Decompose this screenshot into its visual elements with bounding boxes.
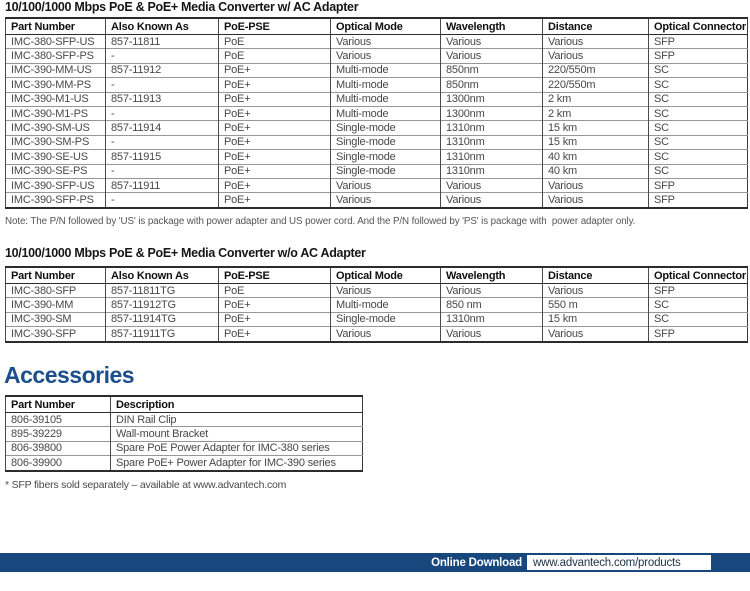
table-cell: 806-39105 — [6, 413, 111, 427]
table-cell: PoE+ — [219, 298, 331, 312]
table-cell: SFP — [649, 178, 748, 192]
column-header: Also Known As — [106, 267, 219, 284]
table-cell: Various — [543, 49, 649, 63]
table-row — [6, 78, 748, 92]
table-cell: - — [106, 78, 219, 92]
sfp-footnote: * SFP fibers sold separately – available at www.advantech.com — [5, 479, 287, 491]
table-cell: IMC-390-MM — [6, 298, 106, 312]
column-header: Distance — [543, 267, 649, 284]
table-cell: Various — [331, 327, 441, 342]
table-row — [6, 63, 748, 77]
table-cell: Various — [543, 284, 649, 298]
table-cell: - — [106, 164, 219, 178]
column-header: Optical Connector — [649, 267, 748, 284]
table-cell: 1310nm — [441, 164, 543, 178]
table-row — [6, 427, 363, 441]
table-cell: Multi-mode — [331, 298, 441, 312]
column-header: Wavelength — [441, 18, 543, 35]
table-cell: 857-11811TG — [106, 284, 219, 298]
table-cell: PoE+ — [219, 193, 331, 208]
table-cell: 850nm — [441, 63, 543, 77]
table-cell: SC — [649, 92, 748, 106]
table-cell: PoE — [219, 35, 331, 49]
table-cell: 857-11911TG — [106, 327, 219, 342]
table-row — [6, 164, 748, 178]
table-cell: Single-mode — [331, 312, 441, 326]
table-row — [6, 441, 363, 455]
table-cell: PoE+ — [219, 121, 331, 135]
table-cell: IMC-390-M1-PS — [6, 106, 106, 120]
table-cell: 857-11912 — [106, 63, 219, 77]
table-cell: - — [106, 193, 219, 208]
table-cell: 40 km — [543, 164, 649, 178]
table-cell: 850 nm — [441, 298, 543, 312]
table-row — [6, 312, 748, 326]
table-cell: SC — [649, 312, 748, 326]
table-cell: Various — [331, 49, 441, 63]
table-cell: SFP — [649, 49, 748, 63]
converter-table-with-adapter — [5, 17, 748, 209]
table-row — [6, 284, 748, 298]
table-cell: Various — [441, 35, 543, 49]
column-header: Part Number — [6, 396, 111, 413]
table-cell: PoE+ — [219, 327, 331, 342]
table-cell: Various — [441, 284, 543, 298]
table-row — [6, 327, 748, 342]
table-cell: 1300nm — [441, 106, 543, 120]
table-row — [6, 121, 748, 135]
table-cell: Multi-mode — [331, 78, 441, 92]
section-title-with-adapter: 10/100/1000 Mbps PoE & PoE+ Media Converter w/ AC Adapter — [5, 0, 359, 14]
table-cell: SC — [649, 78, 748, 92]
table-note: Note: The P/N followed by 'US' is package with power adapter and US power cord. And the P/N followed by 'PS' is package with power adapter only. — [5, 216, 636, 227]
table-cell: IMC-390-MM-US — [6, 63, 106, 77]
table-cell: PoE — [219, 284, 331, 298]
column-header: Part Number — [6, 18, 106, 35]
online-download-bar — [0, 553, 750, 572]
table-cell: 857-11914 — [106, 121, 219, 135]
download-url-box — [527, 555, 711, 570]
table-cell: SC — [649, 63, 748, 77]
accessories-table — [5, 395, 363, 472]
table-cell: Various — [543, 35, 649, 49]
table-cell: PoE+ — [219, 78, 331, 92]
table-cell: 857-11912TG — [106, 298, 219, 312]
table-row — [6, 35, 748, 49]
table-cell: 806-39900 — [6, 456, 111, 471]
table-cell: 15 km — [543, 135, 649, 149]
column-header: Optical Connector — [649, 18, 748, 35]
table-cell: IMC-390-SFP — [6, 327, 106, 342]
table-cell: Various — [441, 178, 543, 192]
table-cell: Spare PoE+ Power Adapter for IMC-390 series — [111, 456, 363, 471]
table-cell: PoE+ — [219, 92, 331, 106]
table-cell: IMC-390-SM — [6, 312, 106, 326]
column-header: Distance — [543, 18, 649, 35]
table-cell: 2 km — [543, 92, 649, 106]
table-cell: IMC-390-M1-US — [6, 92, 106, 106]
column-header: PoE-PSE — [219, 267, 331, 284]
accessories-heading: Accessories — [4, 362, 135, 388]
table-cell: 857-11915 — [106, 150, 219, 164]
column-header: Also Known As — [106, 18, 219, 35]
table-cell: PoE+ — [219, 178, 331, 192]
table-cell: 1310nm — [441, 312, 543, 326]
table-cell: 1310nm — [441, 150, 543, 164]
table-cell: Various — [543, 327, 649, 342]
table-cell: Various — [543, 193, 649, 208]
table-cell: PoE+ — [219, 312, 331, 326]
table-cell: Various — [331, 284, 441, 298]
converter-table-without-adapter — [5, 266, 748, 343]
table-cell: Single-mode — [331, 135, 441, 149]
header-row — [6, 396, 363, 413]
table-cell: 2 km — [543, 106, 649, 120]
table-cell: Single-mode — [331, 164, 441, 178]
table-cell: IMC-390-SE-PS — [6, 164, 106, 178]
table-row — [6, 193, 748, 208]
table-cell: SC — [649, 106, 748, 120]
table-cell: SC — [649, 150, 748, 164]
table-row — [6, 92, 748, 106]
table-cell: Various — [331, 193, 441, 208]
table-cell: 15 km — [543, 312, 649, 326]
table-cell: Spare PoE Power Adapter for IMC-380 series — [111, 441, 363, 455]
table-cell: 1310nm — [441, 135, 543, 149]
table-cell: PoE — [219, 49, 331, 63]
table-cell: IMC-390-SFP-US — [6, 178, 106, 192]
download-url-link[interactable]: www.advantech.com/products — [533, 556, 681, 569]
header-row — [6, 267, 748, 284]
table-cell: 857-11911 — [106, 178, 219, 192]
table-row — [6, 49, 748, 63]
table-cell: Wall-mount Bracket — [111, 427, 363, 441]
header-row — [6, 18, 748, 35]
table-row — [6, 135, 748, 149]
table-cell: PoE+ — [219, 106, 331, 120]
table-cell: 220/550m — [543, 63, 649, 77]
table-cell: 806-39800 — [6, 441, 111, 455]
table-cell: IMC-390-SE-US — [6, 150, 106, 164]
column-header: PoE-PSE — [219, 18, 331, 35]
table-cell: SC — [649, 298, 748, 312]
table-cell: IMC-390-SM-US — [6, 121, 106, 135]
table-cell: 850nm — [441, 78, 543, 92]
table-cell: IMC-380-SFP — [6, 284, 106, 298]
table-cell: IMC-380-SFP-US — [6, 35, 106, 49]
table-cell: SFP — [649, 327, 748, 342]
table-cell: Multi-mode — [331, 63, 441, 77]
table-cell: Single-mode — [331, 150, 441, 164]
table-cell: SFP — [649, 284, 748, 298]
table-row — [6, 298, 748, 312]
column-header: Part Number — [6, 267, 106, 284]
column-header: Optical Mode — [331, 18, 441, 35]
table-cell: Multi-mode — [331, 106, 441, 120]
table-cell: PoE+ — [219, 164, 331, 178]
table-cell: SC — [649, 164, 748, 178]
table-cell: DIN Rail Clip — [111, 413, 363, 427]
column-header: Optical Mode — [331, 267, 441, 284]
table-row — [6, 178, 748, 192]
table-cell: 220/550m — [543, 78, 649, 92]
table-row — [6, 150, 748, 164]
table-cell: PoE+ — [219, 63, 331, 77]
table-cell: 40 km — [543, 150, 649, 164]
table-cell: - — [106, 135, 219, 149]
table-cell: SC — [649, 135, 748, 149]
table-cell: IMC-380-SFP-PS — [6, 49, 106, 63]
table-cell: IMC-390-SM-PS — [6, 135, 106, 149]
table-cell: 895-39229 — [6, 427, 111, 441]
table-cell: - — [106, 106, 219, 120]
table-cell: Various — [441, 327, 543, 342]
column-header: Wavelength — [441, 267, 543, 284]
online-download-label: Online Download — [431, 556, 522, 569]
table-cell: Various — [331, 178, 441, 192]
table-cell: SC — [649, 121, 748, 135]
table-row — [6, 106, 748, 120]
table-cell: Multi-mode — [331, 92, 441, 106]
table-cell: PoE+ — [219, 150, 331, 164]
table-cell: Various — [441, 193, 543, 208]
table-cell: Single-mode — [331, 121, 441, 135]
column-header: Description — [111, 396, 363, 413]
table-cell: PoE+ — [219, 135, 331, 149]
table-cell: 15 km — [543, 121, 649, 135]
table-cell: 550 m — [543, 298, 649, 312]
table-cell: - — [106, 49, 219, 63]
table-cell: Various — [441, 49, 543, 63]
table-cell: 857-11913 — [106, 92, 219, 106]
table-cell: Various — [543, 178, 649, 192]
section-title-without-adapter: 10/100/1000 Mbps PoE & PoE+ Media Converter w/o AC Adapter — [5, 246, 366, 260]
table-cell: IMC-390-MM-PS — [6, 78, 106, 92]
table-cell: SFP — [649, 35, 748, 49]
table-row — [6, 456, 363, 471]
table-cell: 1300nm — [441, 92, 543, 106]
table-cell: 1310nm — [441, 121, 543, 135]
table-cell: 857-11914TG — [106, 312, 219, 326]
table-cell: SFP — [649, 193, 748, 208]
table-row — [6, 413, 363, 427]
table-cell: Various — [331, 35, 441, 49]
table-cell: IMC-390-SFP-PS — [6, 193, 106, 208]
table-cell: 857-11811 — [106, 35, 219, 49]
